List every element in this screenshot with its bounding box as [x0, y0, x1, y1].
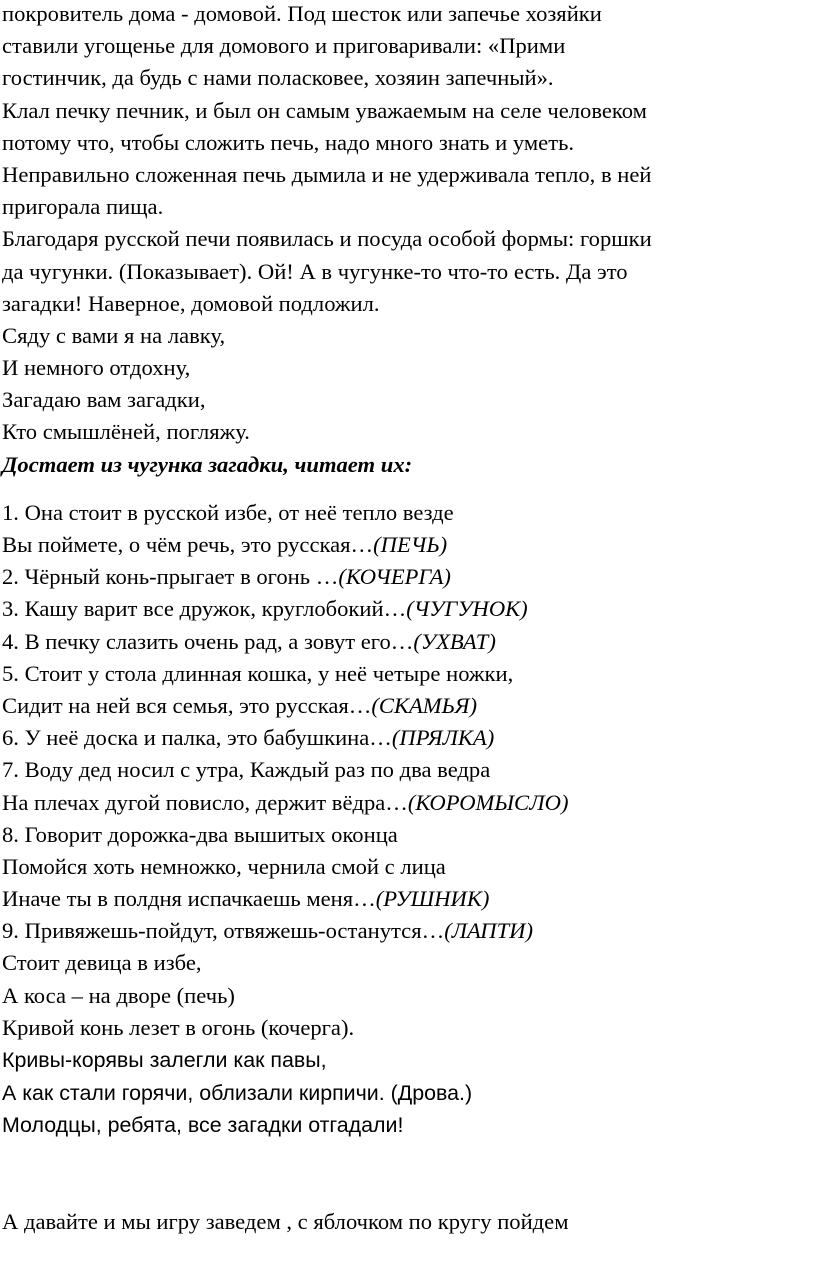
riddle-line: 9. Привяжешь-пойдут, отвяжешь-останутся…(ЛАПТИ): [2, 918, 533, 944]
riddle-line: 8. Говорит дорожка-два вышитых оконца: [2, 821, 398, 847]
paragraph-domovoy: [2, 0, 812, 95]
text-line: Неправильно сложенная печь дымила и не удерживала тепло, в ней: [2, 161, 652, 187]
riddle-line: 3. Кашу варит все дружок, круглобокий…(ЧУГУНОК): [2, 596, 528, 622]
riddle-line: 2. Чёрный конь-прыгает в огонь …(КОЧЕРГА): [2, 564, 451, 590]
riddle-line: Иначе ты в полдня испачкаешь меня…(РУШНИК): [2, 886, 490, 912]
riddle-line: Стоит девица в избе,: [2, 950, 202, 976]
riddle-answer: (КОЧЕРГА): [338, 564, 451, 590]
extra-riddles: [2, 947, 812, 1044]
riddles-list: [2, 497, 812, 948]
riddle-answer: (УХВАТ): [413, 628, 496, 654]
riddle-answer: (ЛАПТИ): [444, 918, 533, 944]
riddle-line: А коса – на дворе (печь): [2, 982, 235, 1008]
riddle-line: 4. В печку слазить очень рад, а зовут его…(УХВАТ): [2, 628, 496, 654]
text-line: покровитель дома - домовой. Под шесток или запечье хозяйки: [2, 1, 602, 26]
poem: [2, 320, 812, 449]
riddle-line: На плечах дугой повисло, держит вёдра…(КОРОМЫСЛО): [2, 789, 569, 815]
paragraph-cookware: [2, 223, 812, 320]
paragraph-pechnik: [2, 95, 812, 159]
text-line: гостинчик, да будь с нами поласковее, хозяин запечный».: [2, 65, 554, 91]
poem-line: И немного отдохну,: [2, 355, 191, 381]
poem-line: Загадаю вам загадки,: [2, 387, 206, 413]
riddle-line: 6. У неё доска и палка, это бабушкина…(ПРЯЛКА): [2, 725, 495, 751]
riddle-line: Сидит на ней вся семья, это русская…(СКАМЬЯ): [2, 692, 477, 718]
riddle-line: 7. Воду дед носил с утра, Каждый раз по два ведра: [2, 757, 491, 783]
text-line: потому что, чтобы сложить печь, надо много знать и уметь.: [2, 129, 575, 155]
riddle-line: 5. Стоит у стола длинная кошка, у неё четыре ножки,: [2, 660, 514, 686]
stage-direction: Достает из чугунка загадки, читает их:: [2, 451, 413, 477]
text-line: да чугунки. (Показывает). Ой! А в чугунке-то что-то есть. Да это: [2, 258, 628, 284]
riddle-answer: (КОРОМЫСЛО): [407, 789, 569, 815]
paragraph-improper-stove: [2, 159, 812, 223]
riddle-line: Помойся хоть немножко, чернила смой с лица: [2, 853, 446, 879]
text-line: Благодаря русской печи появилась и посуда особой формы: горшки: [2, 226, 652, 252]
text-line: ставили угощенье для домового и приговаривали: «Прими: [2, 33, 566, 59]
riddle-line: Вы поймете, о чём речь, это русская…(ПЕЧЬ): [2, 532, 448, 557]
text-line: А как стали горячи, облизали кирпичи. (Дрова.): [2, 1080, 473, 1105]
poem-line: Сяду с вами я на лавку,: [2, 322, 226, 348]
riddle-answer: (ПРЯЛКА): [391, 725, 495, 751]
riddle-answer: (СКАМЬЯ): [371, 692, 477, 718]
riddle-answer: (ЧУГУНОК): [406, 596, 528, 622]
text-line: Клал печку печник, и был он самым уважаемым на селе человеком: [2, 97, 647, 123]
riddle-line: Кривой конь лезет в огонь (кочерга).: [2, 1014, 355, 1040]
riddle-line: 1. Она стоит в русской избе, от неё тепло везде: [2, 499, 454, 525]
poem-line: Кто смышлёней, погляжу.: [2, 419, 250, 445]
sans-lines: [2, 1044, 812, 1142]
text-line: загадки! Наверное, домовой подложил.: [2, 290, 380, 316]
text-line: Кривы-корявы залегли как павы,: [2, 1048, 327, 1072]
closing-line: А давайте и мы игру заведем , с яблочком по кругу пойдем: [2, 1208, 569, 1234]
riddle-answer: (ПЕЧЬ): [373, 532, 448, 557]
text-line: Молодцы, ребята, все загадки отгадали!: [2, 1113, 404, 1138]
riddle-answer: (РУШНИК): [375, 886, 490, 912]
text-line: пригорала пища.: [2, 194, 164, 220]
